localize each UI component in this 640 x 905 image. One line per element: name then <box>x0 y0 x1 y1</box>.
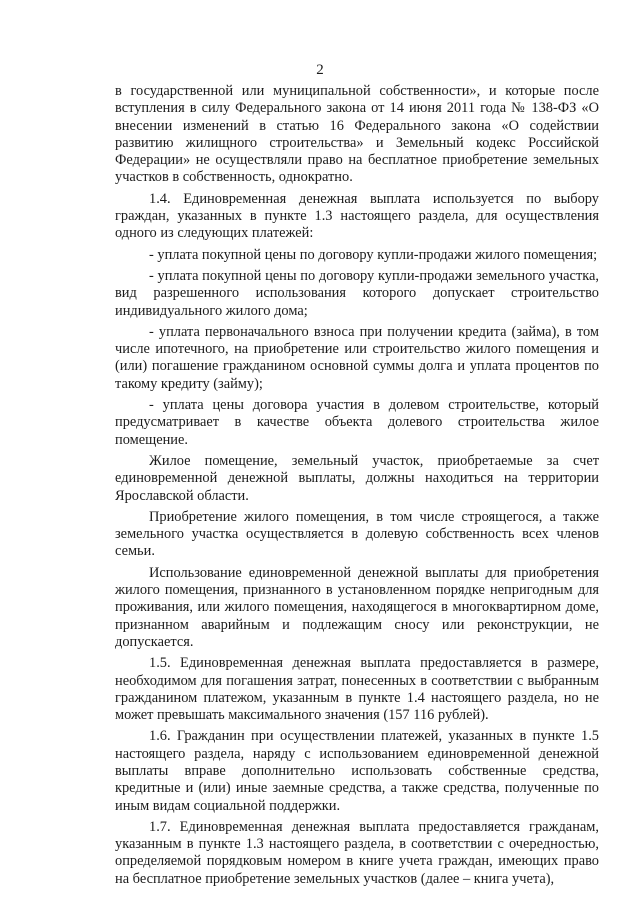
paragraph-1-7: 1.7. Единовременная денежная выплата предоставляется гражданам, указанным в пункте 1.3 настоящего раздела, в соответствии с очередностью, определяемой порядковым номером в книге учета граждан, имеющих право на бесплатное приобретение земельных участков (далее – книга учета), <box>115 818 599 887</box>
paragraph-shared-ownership: Приобретение жилого помещения, в том числе строящегося, а также земельного участка осуществляется в долевую собственность всех членов семьи. <box>115 508 599 560</box>
paragraph-location-requirement: Жилое помещение, земельный участок, приобретаемые за счет единовременной денежной выплаты, должны находиться на территории Ярославской области. <box>115 452 599 504</box>
document-body <box>115 83 599 892</box>
page-number: 2 <box>316 62 324 78</box>
paragraph-1-4: 1.4. Единовременная денежная выплата используется по выбору граждан, указанных в пункте 1.3 настоящего раздела, для осуществления одного из следующих платежей: <box>115 190 599 242</box>
list-item-shared-construction: - уплата цены договора участия в долевом строительстве, который предусматривает в качестве объекта долевого строительства жилое помещение. <box>115 397 599 448</box>
list-item-purchase-dwelling: - уплата покупной цены по договору купли-продажи жилого помещения; <box>149 246 598 263</box>
list-item-purchase-land: - уплата покупной цены по договору купли-продажи земельного участка, вид разрешенного использования которого допускает строительство индивидуального жилого дома; <box>115 267 599 319</box>
list-item-mortgage-payment: - уплата первоначального взноса при получении кредита (займа), в том числе ипотечного, на приобретение или строительство жилого помещения и (или) погашение гражданином основной суммы долга и уплата процентов по такому кредиту (займу); <box>115 323 599 392</box>
paragraph-1-5: 1.5. Единовременная денежная выплата предоставляется в размере, необходимом для погашения затрат, понесенных в соответствии с выбранным гражданином платежом, указанным в пункте 1.4 настоящего раздела, но не может превышать максимального значения (157 116 рублей). <box>115 655 599 724</box>
paragraph-restriction: Использование единовременной денежной выплаты для приобретения жилого помещения, признанного в установленном порядке непригодным для проживания, или жилого помещения, находящегося в многоквартирном доме, признанном аварийным и подлежащим сносу или реконструкции, не допускается. <box>115 564 599 650</box>
paragraph-continuation: в государственной или муниципальной собственности», и которые после вступления в силу Федерального закона от 14 июня 2011 года № 138-ФЗ «О внесении изменений в статью 16 Федерального закона «О содействии развитию жилищного строительства» и Земельный кодекс Российской Федерации» не осуществляли право на бесплатное приобретение земельных участков в собственность, однократно. <box>115 83 599 186</box>
paragraph-1-6: 1.6. Гражданин при осуществлении платежей, указанных в пункте 1.5 настоящего раздела, наряду с использованием единовременной денежной выплаты вправе дополнительно использовать собственные средства, кредитные и (или) иные заемные средства, а также средства, полученные по иным видам социальной поддержки. <box>115 728 599 814</box>
